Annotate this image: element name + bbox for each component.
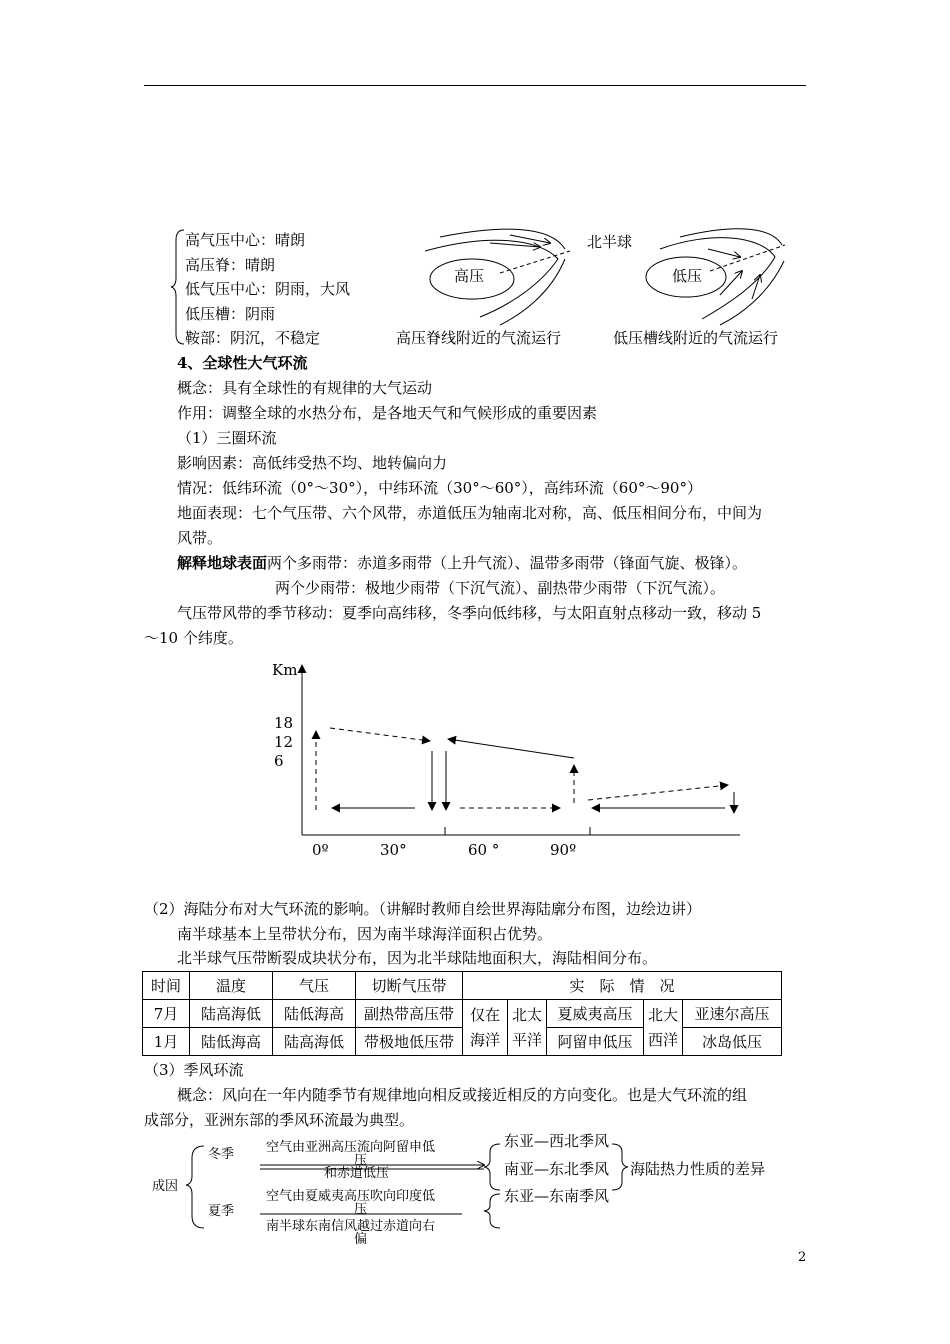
monsoon-ea-se: 东亚—东南季风: [504, 1187, 610, 1205]
caption-high: 高压脊线附近的气流运行: [396, 329, 562, 347]
header-rule: [144, 85, 806, 86]
weather-item: 低气压中心：阴雨，大风: [185, 280, 351, 298]
table-cell: 冰岛低压: [683, 1028, 782, 1056]
table-cell: 1月: [143, 1028, 190, 1056]
table-cell: 带极地低压带: [356, 1028, 463, 1056]
shift-text-2: ～10 个纬度。: [144, 629, 243, 647]
weather-list: [185, 228, 350, 351]
rain-less-text: 两个少雨带：极地少雨带（下沉气流）、副热带少雨带（下沉气流）。: [275, 579, 726, 597]
monsoon-concept: 概念：风向在一年内随季节有规律地向相反或接近相反的方向变化。也是大气环流的组: [177, 1086, 748, 1104]
x-tick: 90º: [550, 841, 577, 859]
table-row: [143, 972, 782, 1000]
summer-path-4: 偏: [354, 1232, 368, 1247]
section-title: 4、全球性大气环流: [177, 354, 308, 372]
table-cell: 北太平洋: [508, 1000, 547, 1056]
rain-more: [177, 551, 747, 576]
weather-item: 高压脊：晴朗: [185, 255, 276, 274]
y-tick: 6: [274, 752, 284, 770]
table-header: 实 际 情 况: [463, 972, 782, 1000]
x-tick: 60 °: [468, 841, 500, 859]
y-tick: 12: [274, 733, 294, 751]
table-cell: 7月: [143, 1000, 190, 1028]
winter-path-1: 空气由亚洲高压流向阿留申低: [266, 1140, 436, 1155]
monsoon-ea-nw: 东亚—西北季风: [504, 1132, 610, 1150]
hemisphere-label: 北半球: [587, 233, 633, 251]
explain-label: 解释地球表面: [177, 554, 268, 572]
table-cell: 陆低海高: [190, 1028, 273, 1056]
subsection-1: （1）三圈环流: [177, 429, 277, 447]
caption-low: 低压槽线附近的气流运行: [613, 329, 779, 347]
north-text: 北半球气压带断裂成块状分布，因为北半球陆地面积大，海陆相间分布。: [177, 949, 658, 967]
surface-text-2: 风带。: [177, 529, 223, 547]
factors-text: 影响因素：高低纬受热不均、地转偏向力: [177, 454, 448, 472]
table-row: [143, 1028, 782, 1056]
high-label: 高压: [454, 267, 485, 285]
y-axis-label: Km: [272, 661, 298, 679]
subsection-2: （2）海陆分布对大气环流的影响。（讲解时教师自绘世界海陆廓分布图，边绘边讲）: [144, 900, 702, 918]
table-row: [143, 1000, 782, 1028]
winter-path-3: 和赤道低压: [324, 1166, 390, 1181]
rain-more-text: 两个多雨带：赤道多雨带（上升气流）、温带多雨带（锋面气旋、极锋）。: [267, 554, 748, 572]
table-cell: 陆高海低: [273, 1028, 356, 1056]
weather-item: 鞍部：阴沉，不稳定: [185, 329, 321, 347]
situation-text: 情况：低纬环流（0°～30°），中纬环流（30°～60°），高纬环流（60°～90°）: [177, 479, 702, 497]
table-cell: 亚速尔高压: [683, 1000, 782, 1028]
weather-item: 高气压中心：晴朗: [185, 231, 306, 249]
table-header: 时间: [143, 972, 190, 1000]
summer-path-1: 空气由夏威夷高压吹向印度低: [266, 1189, 436, 1204]
table-header: 温度: [190, 972, 273, 1000]
pressure-table: [142, 971, 782, 1056]
shift-text: 气压带风带的季节移动：夏季向高纬移，冬季向低纬移，与太阳直射点移动一致，移动 5: [177, 604, 762, 622]
monsoon-reason: 海陆热力性质的差异: [630, 1160, 766, 1178]
winter-path-2: 压: [354, 1153, 368, 1168]
y-tick: 18: [274, 714, 294, 732]
table-cell: 夏威夷高压: [547, 1000, 644, 1028]
surface-text: 地面表现：七个气压带、六个风带，赤道低压为轴南北对称，高、低压相间分布，中间为: [177, 504, 763, 522]
table-header: 切断气压带: [356, 972, 463, 1000]
table-cell: 北大西洋: [644, 1000, 683, 1056]
weather-item: 低压槽：阴雨: [185, 304, 276, 323]
monsoon-sa-ne: 南亚—东北季风: [504, 1160, 610, 1178]
page-number: 2: [798, 1250, 807, 1265]
role-text: 作用：调整全球的水热分布，是各地天气和气候形成的重要因素: [177, 404, 598, 422]
concept-text: 概念：具有全球性的有规律的大气运动: [177, 379, 433, 397]
table-cell: 陆低海高: [273, 1000, 356, 1028]
table-cell: 仅在海洋: [463, 1000, 508, 1056]
x-tick: 0º: [312, 841, 329, 859]
summer-path-3: 南半球东南信风越过赤道向右: [266, 1219, 436, 1234]
table-cell: 阿留申低压: [547, 1028, 644, 1056]
table-cell: 副热带高压带: [356, 1000, 463, 1028]
table-cell: 陆高海低: [190, 1000, 273, 1028]
circulation-diagram: [270, 655, 750, 865]
cause-label: 成因: [152, 1179, 179, 1194]
subsection-3: （3）季风环流: [144, 1061, 244, 1079]
summer-label: 夏季: [208, 1204, 235, 1219]
x-tick: 30°: [380, 841, 407, 859]
low-label: 低压: [672, 267, 703, 285]
summer-path-2: 压: [354, 1202, 368, 1217]
south-text: 南半球基本上呈带状分布，因为南半球海洋面积占优势。: [177, 925, 553, 943]
winter-label: 冬季: [208, 1147, 235, 1162]
monsoon-concept-2: 成部分，亚洲东部的季风环流最为典型。: [144, 1111, 415, 1129]
table-header: 气压: [273, 972, 356, 1000]
